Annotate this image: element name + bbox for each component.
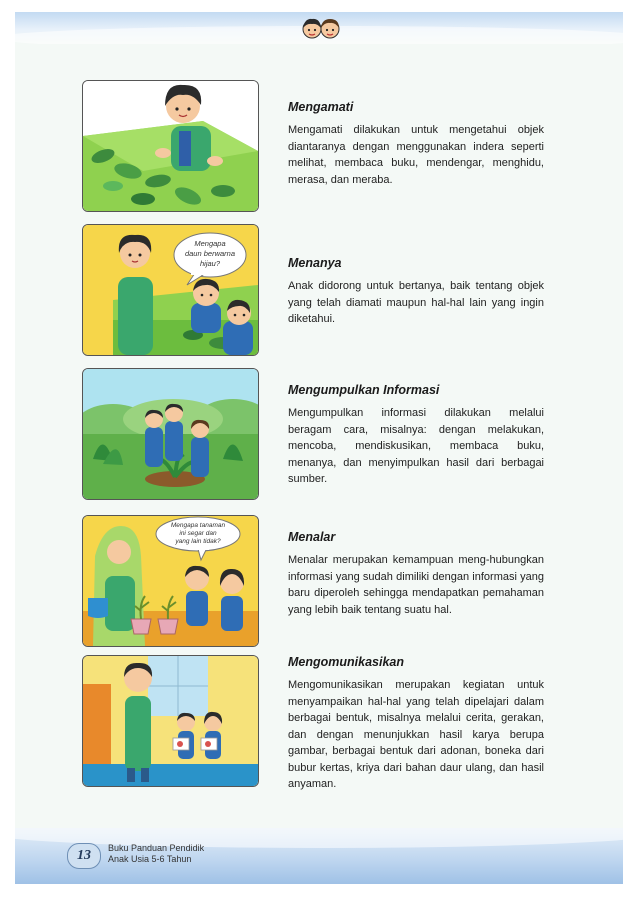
kids-faces-logo [298, 16, 344, 40]
illustration-mengomunikasikan [82, 655, 259, 787]
section-body: Mengumpulkan informasi dilakukan melalui beragam cara, misalnya: dengan melakukan, mencoba, mendiskusikan, membaca buku, menanya, dan menyimpulkan hasil dari berbagai sumber. [288, 407, 544, 485]
section-title: Menalar [288, 530, 336, 544]
bubble-line-2: daun berwarna [184, 249, 236, 258]
section-menalar [288, 530, 544, 618]
bubble-line-2: ini segar dan [179, 530, 217, 537]
section-title: Mengamati [288, 100, 354, 114]
section-body: Menalar merupakan kemampuan meng-hubungkan informasi yang sudah dimiliki dengan informasi yang baru diperoleh sehingga mendapatkan pemahaman yang lebih baik tentang suatu hal. [288, 554, 544, 616]
section-mengumpulkan-informasi [288, 383, 544, 488]
section-title: Mengumpulkan Informasi [288, 383, 440, 397]
footer-band [15, 828, 623, 884]
illustration-mengamati [82, 80, 259, 212]
illustration-menanya [82, 224, 259, 356]
page-number: 13 [67, 843, 101, 869]
section-body: Anak didorong untuk bertanya, baik tentang objek yang telah diamati maupun hal-hal lain yang ingin diketahui. [288, 280, 544, 325]
footer-line-1: Buku Panduan Pendidik [108, 843, 205, 853]
section-mengamati [288, 100, 544, 188]
footer-book-title [108, 843, 204, 865]
bubble-line-1: Mengapa tanaman [170, 522, 226, 529]
section-menanya [288, 256, 544, 328]
section-title: Mengomunikasikan [288, 655, 404, 669]
section-title: Menanya [288, 256, 342, 270]
bubble-line-3: hijau? [199, 259, 221, 268]
illustration-menalar [82, 515, 259, 647]
illustration-mengumpulkan-informasi [82, 368, 259, 500]
bubble-line-1: Mengapa [194, 239, 226, 248]
section-body: Mengomunikasikan merupakan kegiatan untuk menyampaikan hal-hal yang telah dipelajari dalam berbagai bentuk, misalnya melalui cerita, gerakan, dan dengan menunjukkan hasil karya berupa gambar, berbagai bentuk dari adonan, boneka dari bubur kertas, kriya dari bahan daur ulang, dan hasil anyaman. [288, 679, 544, 790]
footer-line-2: Anak Usia 5-6 Tahun [108, 854, 192, 864]
section-body: Mengamati dilakukan untuk mengetahui objek diantaranya dengan menggunakan indera seperti melihat, membaca buku, mendengar, menghidu, merasa, dan meraba. [288, 124, 544, 186]
bubble-line-3: yang lain tidak? [175, 538, 221, 545]
section-mengomunikasikan [288, 655, 544, 793]
